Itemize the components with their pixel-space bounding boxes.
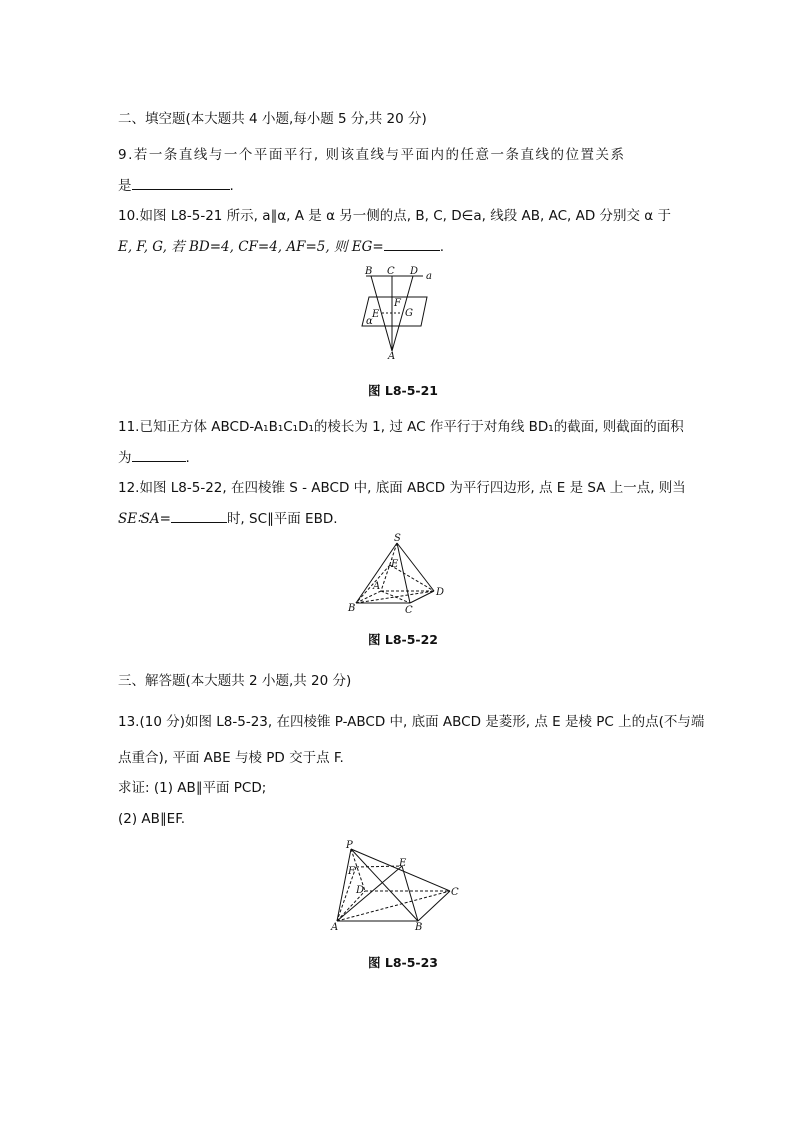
label-p: P bbox=[346, 840, 353, 851]
edge-sb bbox=[356, 543, 397, 603]
q13-line2: 点重合), 平面 ABE 与棱 PD 交于点 F. bbox=[118, 750, 344, 766]
label-f: F bbox=[348, 866, 355, 877]
q11-line2-prefix: 为 bbox=[118, 450, 132, 466]
edge-pc bbox=[351, 849, 450, 891]
q11-line2 bbox=[118, 448, 190, 467]
q9-line2-prefix: 是 bbox=[118, 178, 132, 194]
caption-l8-5-21: 图 L8-5-21 bbox=[368, 383, 438, 398]
q9-answer-blank[interactable] bbox=[132, 176, 230, 190]
label-d: D bbox=[436, 587, 445, 598]
figure-l8-5-21 bbox=[355, 265, 455, 365]
q11-line1: 11.已知正方体 ABCD-A₁B₁C₁D₁的棱长为 1, 过 AC 作平行于对角线 BD₁的截面, 则截面的面积 bbox=[118, 419, 684, 435]
label-c: C bbox=[405, 605, 413, 616]
label-f: F bbox=[394, 298, 401, 309]
figure-l8-5-23 bbox=[328, 838, 458, 933]
q9-line1: 9.若一条直线与一个平面平行, 则该直线与平面内的任意一条直线的位置关系 bbox=[118, 147, 626, 163]
caption-l8-5-22: 图 L8-5-22 bbox=[368, 632, 438, 647]
q10-line1: 10.如图 L8-5-21 所示, a∥α, A 是 α 另一侧的点, B, C, D∈a, 线段 AB, AC, AD 分别交 α 于 bbox=[118, 208, 671, 224]
label-b: B bbox=[365, 266, 373, 277]
label-b: B bbox=[348, 603, 356, 614]
q11-line2-suffix: . bbox=[185, 450, 190, 466]
q11-answer-blank[interactable] bbox=[132, 448, 186, 462]
label-e: E bbox=[399, 858, 407, 869]
label-a-line: a bbox=[426, 271, 432, 282]
q10-line2 bbox=[118, 237, 444, 256]
q10-answer-blank[interactable] bbox=[384, 237, 440, 251]
q12-line2 bbox=[118, 509, 338, 528]
q12-line1: 12.如图 L8-5-22, 在四棱锥 S - ABCD 中, 底面 ABCD 为平行四边形, 点 E 是 SA 上一点, 则当 bbox=[118, 480, 686, 496]
q12-line2-suffix: 时, SC∥平面 EBD. bbox=[226, 511, 338, 527]
label-c: C bbox=[451, 887, 459, 898]
edge-pa bbox=[337, 849, 351, 921]
q13-line3: 求证: (1) AB∥平面 PCD; bbox=[118, 780, 267, 796]
label-s: S bbox=[394, 533, 401, 544]
label-g: G bbox=[405, 308, 413, 319]
label-d: D bbox=[356, 885, 365, 896]
label-d: D bbox=[410, 266, 419, 277]
label-c: C bbox=[387, 266, 395, 277]
q13-line4: (2) AB∥EF. bbox=[118, 811, 186, 827]
label-b: B bbox=[415, 922, 423, 933]
label-a: A bbox=[331, 922, 339, 933]
q9-line2 bbox=[118, 176, 234, 195]
q10-line2-suffix: . bbox=[439, 239, 445, 255]
label-e: E bbox=[372, 309, 380, 320]
q12-answer-blank[interactable] bbox=[171, 509, 227, 523]
q9-line2-suffix: . bbox=[229, 178, 234, 194]
section2-heading: 二、填空题(本大题共 4 小题,每小题 5 分,共 20 分) bbox=[118, 111, 427, 127]
caption-l8-5-23: 图 L8-5-23 bbox=[368, 955, 438, 970]
section3-heading: 三、解答题(本大题共 2 小题,共 20 分) bbox=[118, 673, 352, 689]
q13-line1: 13.(10 分)如图 L8-5-23, 在四棱锥 P-ABCD 中, 底面 ABCD 是菱形, 点 E 是棱 PC 上的点(不与端 bbox=[118, 714, 705, 730]
hidden-edges bbox=[337, 849, 450, 921]
label-e: E bbox=[391, 559, 399, 570]
figure-l8-5-22 bbox=[345, 533, 445, 616]
q10-line2-prefix: E, F, G, 若 BD=4, CF=4, AF=5, 则 EG= bbox=[118, 239, 384, 255]
q12-line2-prefix: SE∶SA= bbox=[118, 511, 171, 527]
hidden-edges bbox=[356, 543, 434, 603]
label-alpha: α bbox=[366, 316, 373, 327]
label-a-point: A bbox=[388, 351, 396, 362]
label-a: A bbox=[373, 581, 381, 592]
